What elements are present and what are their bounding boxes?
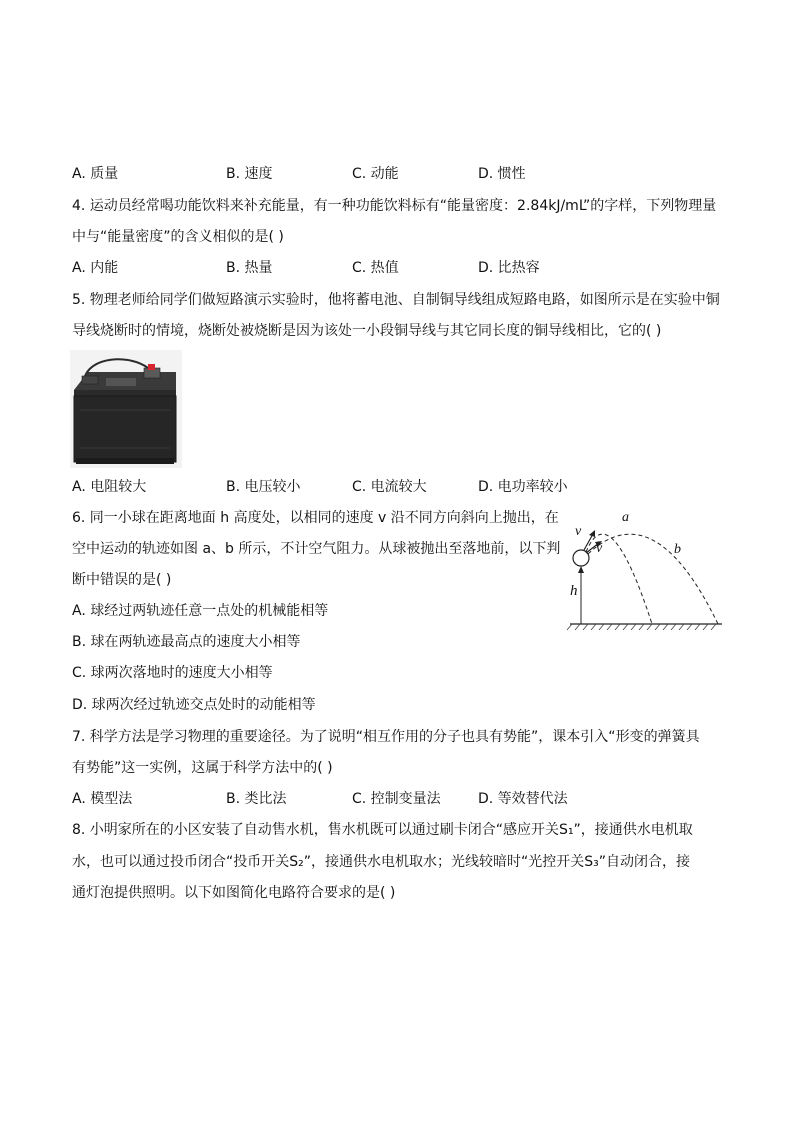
height-label-h: h bbox=[570, 583, 578, 599]
q7-option-b: B. 类比法 bbox=[226, 791, 287, 807]
q8-text-line-2: 水，也可以通过投币闭合“投币开关S₂”，接通供水电机取水；光线较暗时“光控开关S₃”自动闭合，接 bbox=[72, 854, 691, 870]
q4-option-a: A. 内能 bbox=[72, 260, 119, 276]
q5-option-d: D. 电功率较小 bbox=[478, 479, 568, 495]
q5-text-line-1: 5. 物理老师给同学们做短路演示实验时，他将蓄电池、自制铜导线组成短路电路，如图所示是在实验中铜 bbox=[72, 292, 720, 308]
velocity-label-2: v bbox=[596, 541, 603, 556]
q6-option-d: D. 球两次经过轨迹交点处时的动能相等 bbox=[72, 697, 316, 713]
q8-text-line-1: 8. 小明家所在的小区安装了自动售水机，售水机既可以通过刷卡闭合“感应开关S₁”，接通供水电机取 bbox=[72, 822, 693, 838]
q4-option-d: D. 比热容 bbox=[478, 260, 540, 276]
q7-option-c: C. 控制变量法 bbox=[352, 791, 441, 807]
q5-option-b: B. 电压较小 bbox=[226, 479, 301, 495]
car-battery-image bbox=[70, 350, 182, 468]
q3-option-b: B. 速度 bbox=[226, 166, 273, 182]
q6-option-c: C. 球两次落地时的速度大小相等 bbox=[72, 665, 273, 681]
trajectory-label-a: a bbox=[622, 510, 629, 525]
q3-option-c: C. 动能 bbox=[352, 166, 399, 182]
q4-text-line-1: 4. 运动员经常喝功能饮料来补充能量，有一种功能饮料标有“能量密度：2.84kJ/mL”的字样，下列物理量 bbox=[72, 198, 717, 214]
q6-text-line-2: 空中运动的轨迹如图 a、b 所示，不计空气阻力。从球被抛出至落地前，以下判 bbox=[72, 541, 561, 557]
q7-option-a: A. 模型法 bbox=[72, 791, 133, 807]
q7-option-d: D. 等效替代法 bbox=[478, 791, 568, 807]
q6-text-line-1: 6. 同一小球在距离地面 h 高度处，以相同的速度 v 沿不同方向斜向上抛出，在 bbox=[72, 510, 559, 526]
q5-option-c: C. 电流较大 bbox=[352, 479, 427, 495]
q5-option-a: A. 电阻较大 bbox=[72, 479, 147, 495]
q6-option-b: B. 球在两轨迹最高点的速度大小相等 bbox=[72, 634, 301, 650]
q3-option-a: A. 质量 bbox=[72, 166, 119, 182]
projectile-trajectory-diagram bbox=[566, 506, 726, 634]
q8-text-line-3: 通灯泡提供照明。以下如图简化电路符合要求的是( ) bbox=[72, 885, 396, 901]
trajectory-label-b: b bbox=[674, 542, 681, 557]
q5-text-line-2: 导线烧断时的情境，烧断处被烧断是因为该处一小段铜导线与其它同长度的铜导线相比，它的( ) bbox=[72, 323, 662, 339]
q7-text-line-1: 7. 科学方法是学习物理的重要途径。为了说明“相互作用的分子也具有势能”，课本引入“形变的弹簧具 bbox=[72, 729, 700, 745]
q3-option-d: D. 惯性 bbox=[478, 166, 526, 182]
q6-option-a: A. 球经过两轨迹任意一点处的机械能相等 bbox=[72, 603, 329, 619]
velocity-label-1: v bbox=[575, 524, 582, 539]
q6-text-line-3: 断中错误的是( ) bbox=[72, 572, 172, 588]
q4-option-b: B. 热量 bbox=[226, 260, 273, 276]
q4-option-c: C. 热值 bbox=[352, 260, 399, 276]
q4-text-line-2: 中与“能量密度”的含义相似的是( ) bbox=[72, 229, 284, 245]
q7-text-line-2: 有势能”这一实例，这属于科学方法中的( ) bbox=[72, 760, 333, 776]
